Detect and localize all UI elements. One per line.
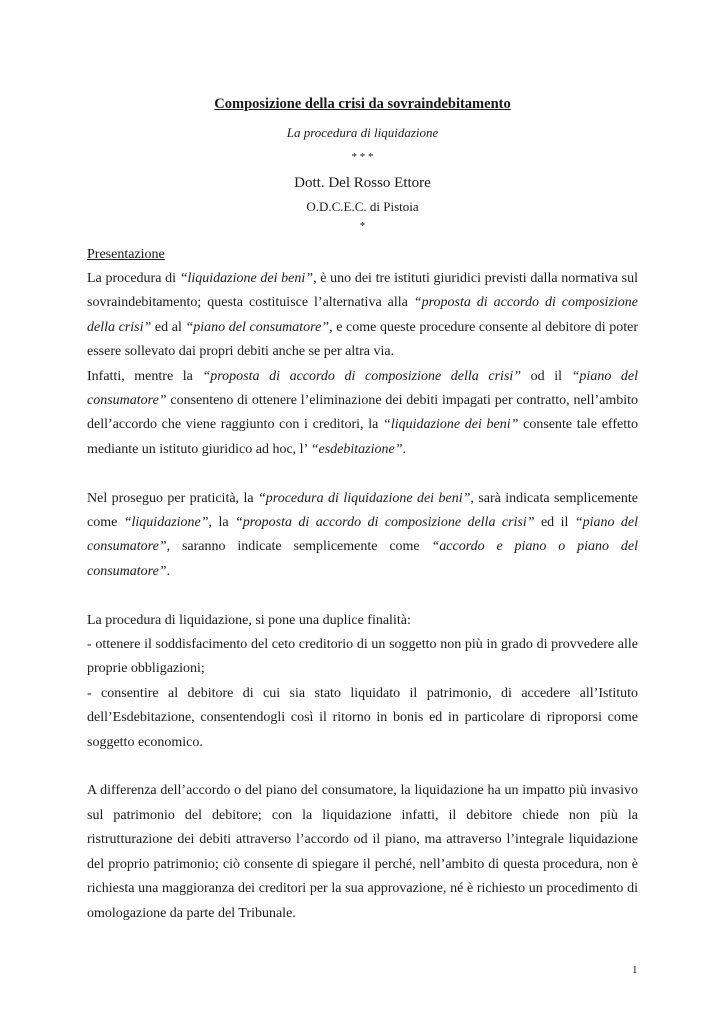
list-item-1: - ottenere il soddisfacimento del ceto creditorio di un soggetto non più in grado di provvedere alle proprie obbligazioni; bbox=[87, 637, 638, 677]
page-number: 1 bbox=[632, 964, 638, 976]
document-page bbox=[87, 95, 638, 926]
section-heading: Presentazione bbox=[87, 247, 165, 262]
separator-stars: * * * bbox=[351, 151, 374, 163]
separator-star: * bbox=[359, 220, 366, 232]
author-organization: O.D.C.E.C. di Pistoia bbox=[306, 199, 419, 214]
document-subtitle: La procedura di liquidazione bbox=[286, 125, 439, 140]
paragraph-4: La procedura di liquidazione, si pone una duplice finalità: bbox=[87, 612, 411, 628]
paragraph-2: Infatti, mentre la “proposta di accordo di composizione della crisi” od il “piano del consumatore” consenteno di ottenere l’eliminazione dei debiti impagati per contratto, nell’ambito dell’accordo che viene raggiunto con i creditori, la “liquidazione dei beni” consente tale effetto mediante un istituto giuridico ad hoc, l’ “esdebitazione”. bbox=[87, 368, 639, 457]
paragraph-1: La procedura di “liquidazione dei beni”, è uno dei tre istituti giuridici previsti dalla normativa sul sovraindebitamento; questa costituisce l’alternativa alla “proposta di accordo di composizione della crisi” ed al “piano del consumatore”, e come queste procedure consente al debitore di poter essere sollevato dai propri debiti anche se per altra via. bbox=[87, 271, 639, 360]
paragraph-3: Nel proseguo per praticità, la “procedura di liquidazione dei beni”, sarà indicata semplicemente come “liquidazione”, la “proposta di accordo di composizione della crisi” ed il “piano del consumatore”, saranno indicate semplicemente come “accordo e piano o piano del consumatore”. bbox=[87, 490, 638, 579]
list-item-2: - consentire al debitore di cui sia stato liquidato il patrimonio, di accedere all’Istituto dell’Esdebitazione, consentendogli così il ritorno in bonis ed in particolare di riproporsi come soggetto economico. bbox=[87, 685, 638, 750]
document-title: Composizione della crisi da sovraindebitamento bbox=[214, 96, 511, 112]
author-name: Dott. Del Rosso Ettore bbox=[294, 175, 431, 191]
paragraph-5: A differenza dell’accordo o del piano del consumatore, la liquidazione ha un impatto più invasivo sul patrimonio del debitore; con la liquidazione infatti, il debitore chiede non più la ristrutturazione dei debiti attraverso l’accordo od il piano, ma attraverso l’integrale liquidazione del proprio patrimonio; ciò consente di spiegare il perché, nell’ambito di questa procedura, non è richiesta una maggioranza dei creditori per la sua approvazione, né è richiesto un procedimento di omologazione da parte del Tribunale. bbox=[87, 783, 638, 921]
